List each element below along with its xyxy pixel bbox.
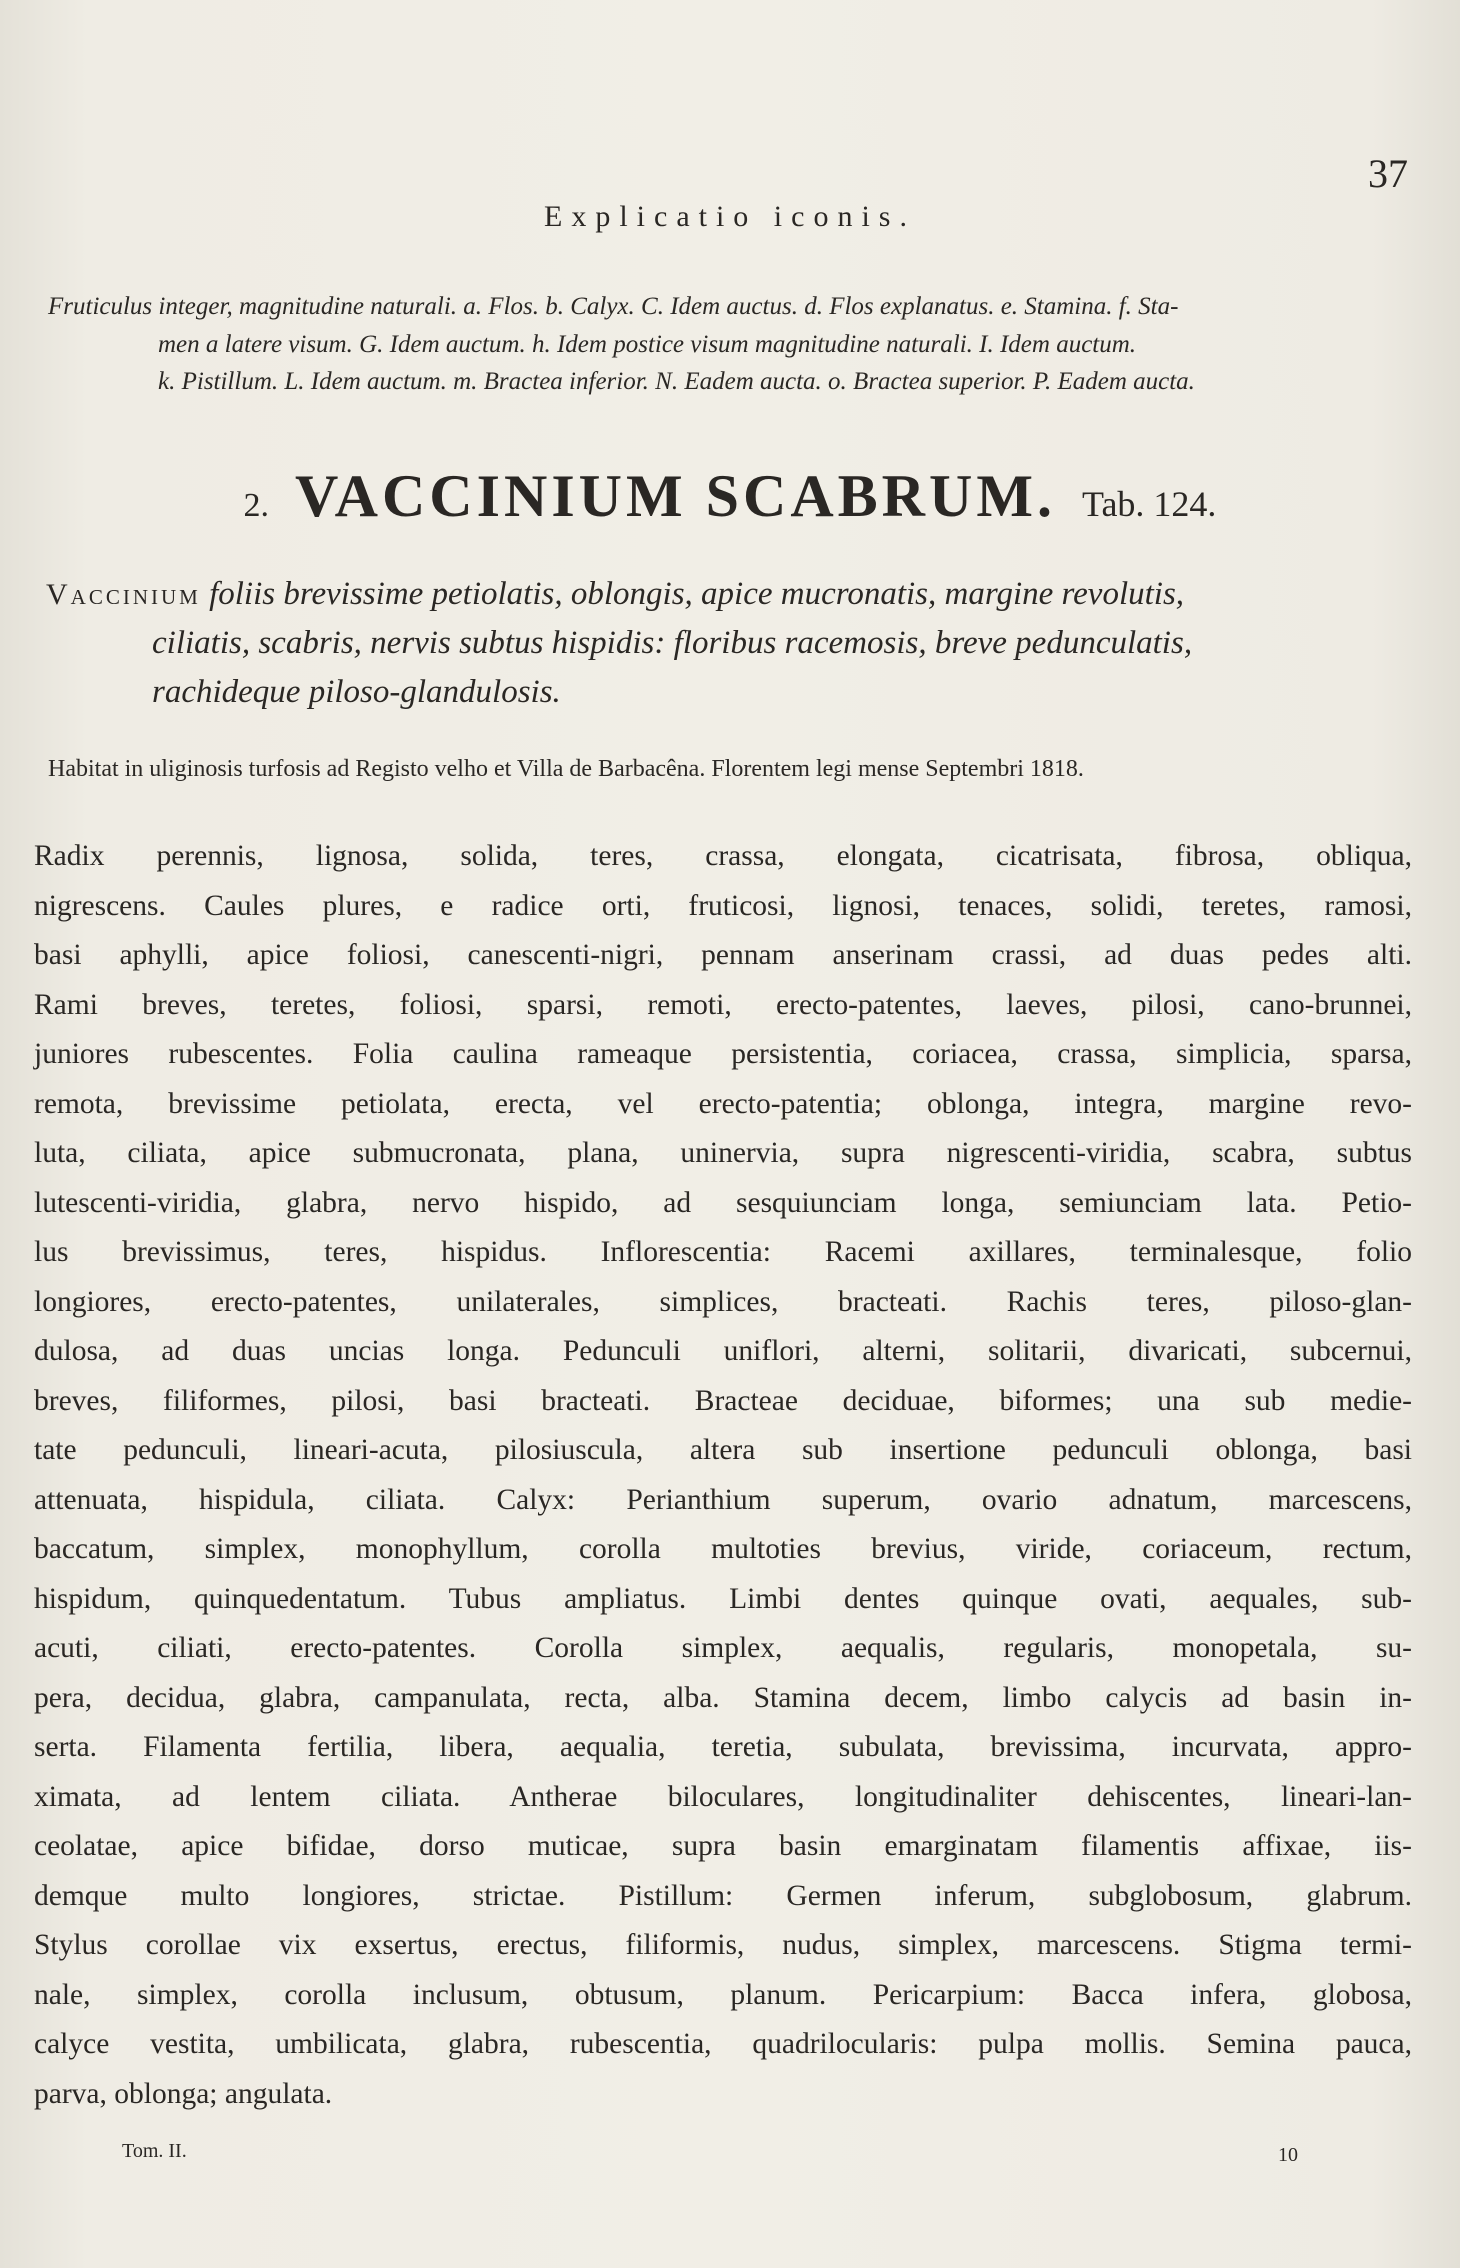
caption-line: k. Pistillum. L. Idem auctum. m. Bractea inferior. N. Eadem aucta. o. Bractea superior. P. Eadem aucta.	[158, 368, 1195, 395]
species-number: 2.	[243, 487, 270, 524]
description-line: longiores, erecto-patentes, unilaterales, simplices, bracteati. Rachis teres, piloso-glan-	[34, 1285, 1412, 1318]
description-line: lus brevissimus, teres, hispidus. Inflorescentia: Racemi axillares, terminalesque, folio	[34, 1236, 1412, 1268]
description-line: luta, ciliata, apice submucronata, plana, uninervia, supra nigrescenti-viridia, scabra, subtus	[34, 1137, 1412, 1169]
page-number: 37	[1368, 151, 1408, 196]
description-line: breves, filiformes, pilosi, basi bracteati. Bracteae deciduae, biformes; una sub medie-	[34, 1384, 1412, 1417]
description-line: tate pedunculi, lineari-acuta, pilosiuscula, altera sub insertione pedunculi oblonga, basi	[34, 1434, 1412, 1466]
diagnosis-line: foliis brevissime petiolatis, oblongis, apice mucronatis, margine revolutis,	[209, 576, 1185, 612]
diagnosis-line: ciliatis, scabris, nervis subtus hispidis: floribus racemosis, breve pedunculatis,	[152, 625, 1193, 661]
habitat-note: Habitat in uliginosis turfosis ad Registo velho et Villa de Barbacêna. Florentem legi mense Septembri 1818.	[48, 756, 1084, 782]
figure-caption	[48, 288, 1410, 401]
description-line: serta. Filamenta fertilia, libera, aequalia, teretia, subulata, brevissima, incurvata, appro-	[34, 1731, 1412, 1763]
caption-line: Fruticulus integer, magnitudine naturali. a. Flos. b. Calyx. C. Idem auctus. d. Flos explanatus. e. Stamina. f. Sta-	[48, 293, 1179, 320]
description-line: Stylus corollae vix exsertus, erectus, filiformis, nudus, simplex, marcescens. Stigma termi-	[34, 1929, 1412, 1961]
description-line: nigrescens. Caules plures, e radice orti, fruticosi, lignosi, tenaces, solidi, teretes, ramosi,	[34, 889, 1412, 922]
description-line: juniores rubescentes. Folia caulina rameaque persistentia, coriacea, crassa, simplicia, sparsa,	[34, 1038, 1412, 1070]
description-line: basi aphylli, apice foliosi, canescenti-nigri, pennam anserinam crassi, ad duas pedes alti.	[34, 939, 1412, 971]
description	[34, 832, 1412, 2119]
description-line: attenuata, hispidula, ciliata. Calyx: Perianthium superum, ovario adnatum, marcescens,	[34, 1483, 1412, 1516]
description-line: ceolatae, apice bifidae, dorso muticae, supra basin emarginatam filamentis affixae, iis-	[34, 1830, 1412, 1862]
diagnosis-genus: Vaccinium	[46, 578, 201, 611]
description-line: acuti, ciliati, erecto-patentes. Corolla simplex, aequalis, regularis, monopetala, su-	[34, 1632, 1412, 1664]
description-line: remota, brevissime petiolata, erecta, vel erecto-patentia; oblonga, integra, margine revo-	[34, 1087, 1412, 1120]
signature-mark: 10	[1278, 2144, 1298, 2166]
description-line: Radix perennis, lignosa, solida, teres, crassa, elongata, cicatrisata, fibrosa, obliqua,	[34, 840, 1412, 872]
description-line: demque multo longiores, strictae. Pistillum: Germen inferum, subglobosum, glabrum.	[34, 1879, 1412, 1912]
explicatio-title: Explicatio iconis.	[544, 200, 916, 233]
caption-line: men a latere visum. G. Idem auctum. h. Idem postice visum magnitudine naturali. I. Idem auctum.	[158, 330, 1137, 358]
description-line: pera, decidua, glabra, campanulata, recta, alba. Stamina decem, limbo calycis ad basin in-	[34, 1681, 1412, 1714]
description-line: Rami breves, teretes, foliosi, sparsi, remoti, erecto-patentes, laeves, pilosi, cano-brunnei,	[34, 988, 1412, 1021]
description-line: hispidum, quinquedentatum. Tubus ampliatus. Limbi dentes quinque ovati, aequales, sub-	[34, 1582, 1412, 1615]
description-line: lutescenti-viridia, glabra, nervo hispido, ad sesquiunciam longa, semiunciam lata. Petio-	[34, 1186, 1412, 1219]
diagnosis-line: rachideque piloso-glandulosis.	[152, 674, 561, 710]
species-name: VACCINIUM SCABRUM.	[295, 463, 1056, 529]
diagnosis	[46, 570, 1416, 717]
description-line: calyce vestita, umbilicata, glabra, rubescentia, quadrilocularis: pulpa mollis. Semina pauca,	[34, 2028, 1412, 2060]
species-heading	[0, 462, 1460, 531]
description-line: dulosa, ad duas uncias longa. Pedunculi uniflori, alterni, solitarii, divaricati, subcernui,	[34, 1335, 1412, 1367]
description-line: nale, simplex, corolla inclusum, obtusum, planum. Pericarpium: Bacca infera, globosa,	[34, 1978, 1412, 2011]
table-reference: Tab. 124.	[1081, 484, 1217, 524]
description-line: parva, oblonga; angulata.	[34, 2077, 333, 2110]
description-line: baccatum, simplex, monophyllum, corolla multoties brevius, viride, coriaceum, rectum,	[34, 1533, 1412, 1565]
description-line: ximata, ad lentem ciliata. Antherae biloculares, longitudinaliter dehiscentes, lineari-lan-	[34, 1780, 1412, 1813]
volume-mark: Tom. II.	[122, 2140, 187, 2162]
